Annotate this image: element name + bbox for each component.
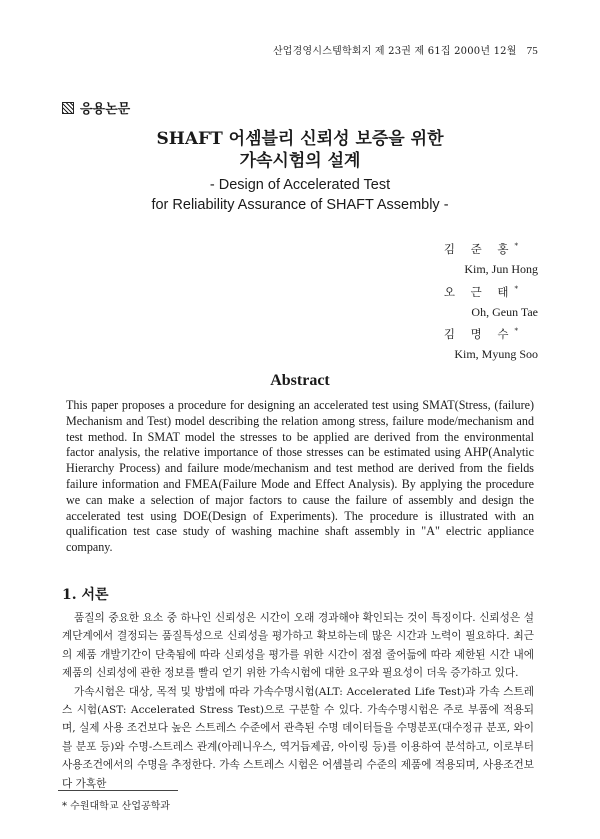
abstract-text: This paper proposes a procedure for designing an accelerated test using SMAT(Stress, (failure) Mechanism and Test) model describing the relation among stress, failure mode/mechanism and test method. In SMAT model the stresses to be applied are derived from the environmental factor analysis, the relative importance of those stresses can be estimated using AHP(Analytic Hierarchy Process) and failure mode/mechanism and test method are derived from the fields failure information and FMEA(Failure Mode and Effect Analysis). By applying the procedure we can make a selection of major factors to cause the failure of assembly and design the accelerated test using DOE(Design of Experiments). The procedure is illustrated with an qualification test case study of washing machine shaft assembly in "A" electric appliance company. [66,398,534,555]
abstract-heading: Abstract [270,372,330,389]
affiliation-mark: * [514,242,518,250]
paragraph: 품질의 중요한 요소 중 하나인 신뢰성은 시간이 오래 경과해야 확인되는 것이 특징이다. 신뢰성은 설계단계에서 결정되는 품질특성으로 신뢰성을 평가하고 확보하는데 많은 시간과 노력이 필요하다. 최근의 제품 개발기간이 단축됨에 따라 신뢰성을 평가를 위한 시간이 점점 줄어듦에 따라 제한된 시간 내에 제품의 신뢰성에 관한 정보를 빨리 얻기 위한 가속시험에 대한 요구와 필요성이 더욱 증가하고 있다. [62,612,534,680]
author-2-korean: 오 근 태* [443,284,518,299]
article-category [62,98,130,117]
author-1-korean: 김 준 홍* [443,241,518,256]
author-3-korean: 김 명 수* [443,327,518,342]
affiliation-mark: * [514,284,518,293]
title-english-line-2: for Reliability Assurance of SHAFT Assembly - [151,197,449,213]
paragraph: 가속시험은 대상, 목적 및 방법에 따라 가속수명시험(ALT: Accelerated Life Test)과 가속 스트레스 시험(AST: Accelerated Stress Test)으로 구분할 수 있다. 가속수명시험은 주로 부품에 적용되며, 실제 사용 조건보다 높은 스트레스 수준에서 관측된 수명 데이터들을 수명분포(대수정규 분포, 와이블 분포 등)와 수명-스트레스 관계(아레니우스, 역거듭제곱, 아이링 등)를 이용하여 분석하고, 이로부터 사용조건에서의 수명을 추정한다. 가속 스트레스 시험은 어셈블리 수준의 제품에 적용되며, 사용조건보다 가혹한 [62,685,534,790]
author-list [318,236,538,364]
affiliation-mark: * [514,327,518,336]
category-label: 응용논문 [80,102,131,117]
footnote-affiliation: * 수원대학교 산업공학과 [62,801,170,812]
author-1-english: Kim, Jun Hong [464,261,538,276]
title-english-line-1: - Design of Accelerated Test [209,177,391,193]
footnote-divider [58,790,178,791]
section-heading-introduction: 1. 서론 [62,587,109,603]
journal-info: 산업경영시스템학회지 제 23권 제 61집 2000년 12월 [272,46,517,57]
title-korean-line-1: SHAFT 어셈블리 신뢰성 보증을 위한 [156,129,444,149]
introduction-body [62,609,534,793]
title-korean-line-2: 가속시험의 설계 [239,151,361,171]
author-2-english: Oh, Geun Tae [471,304,538,319]
running-header [273,42,538,57]
hatched-square-icon [62,102,74,114]
page-number: 75 [526,45,538,57]
author-3-english: Kim, Myung Soo [454,347,538,362]
